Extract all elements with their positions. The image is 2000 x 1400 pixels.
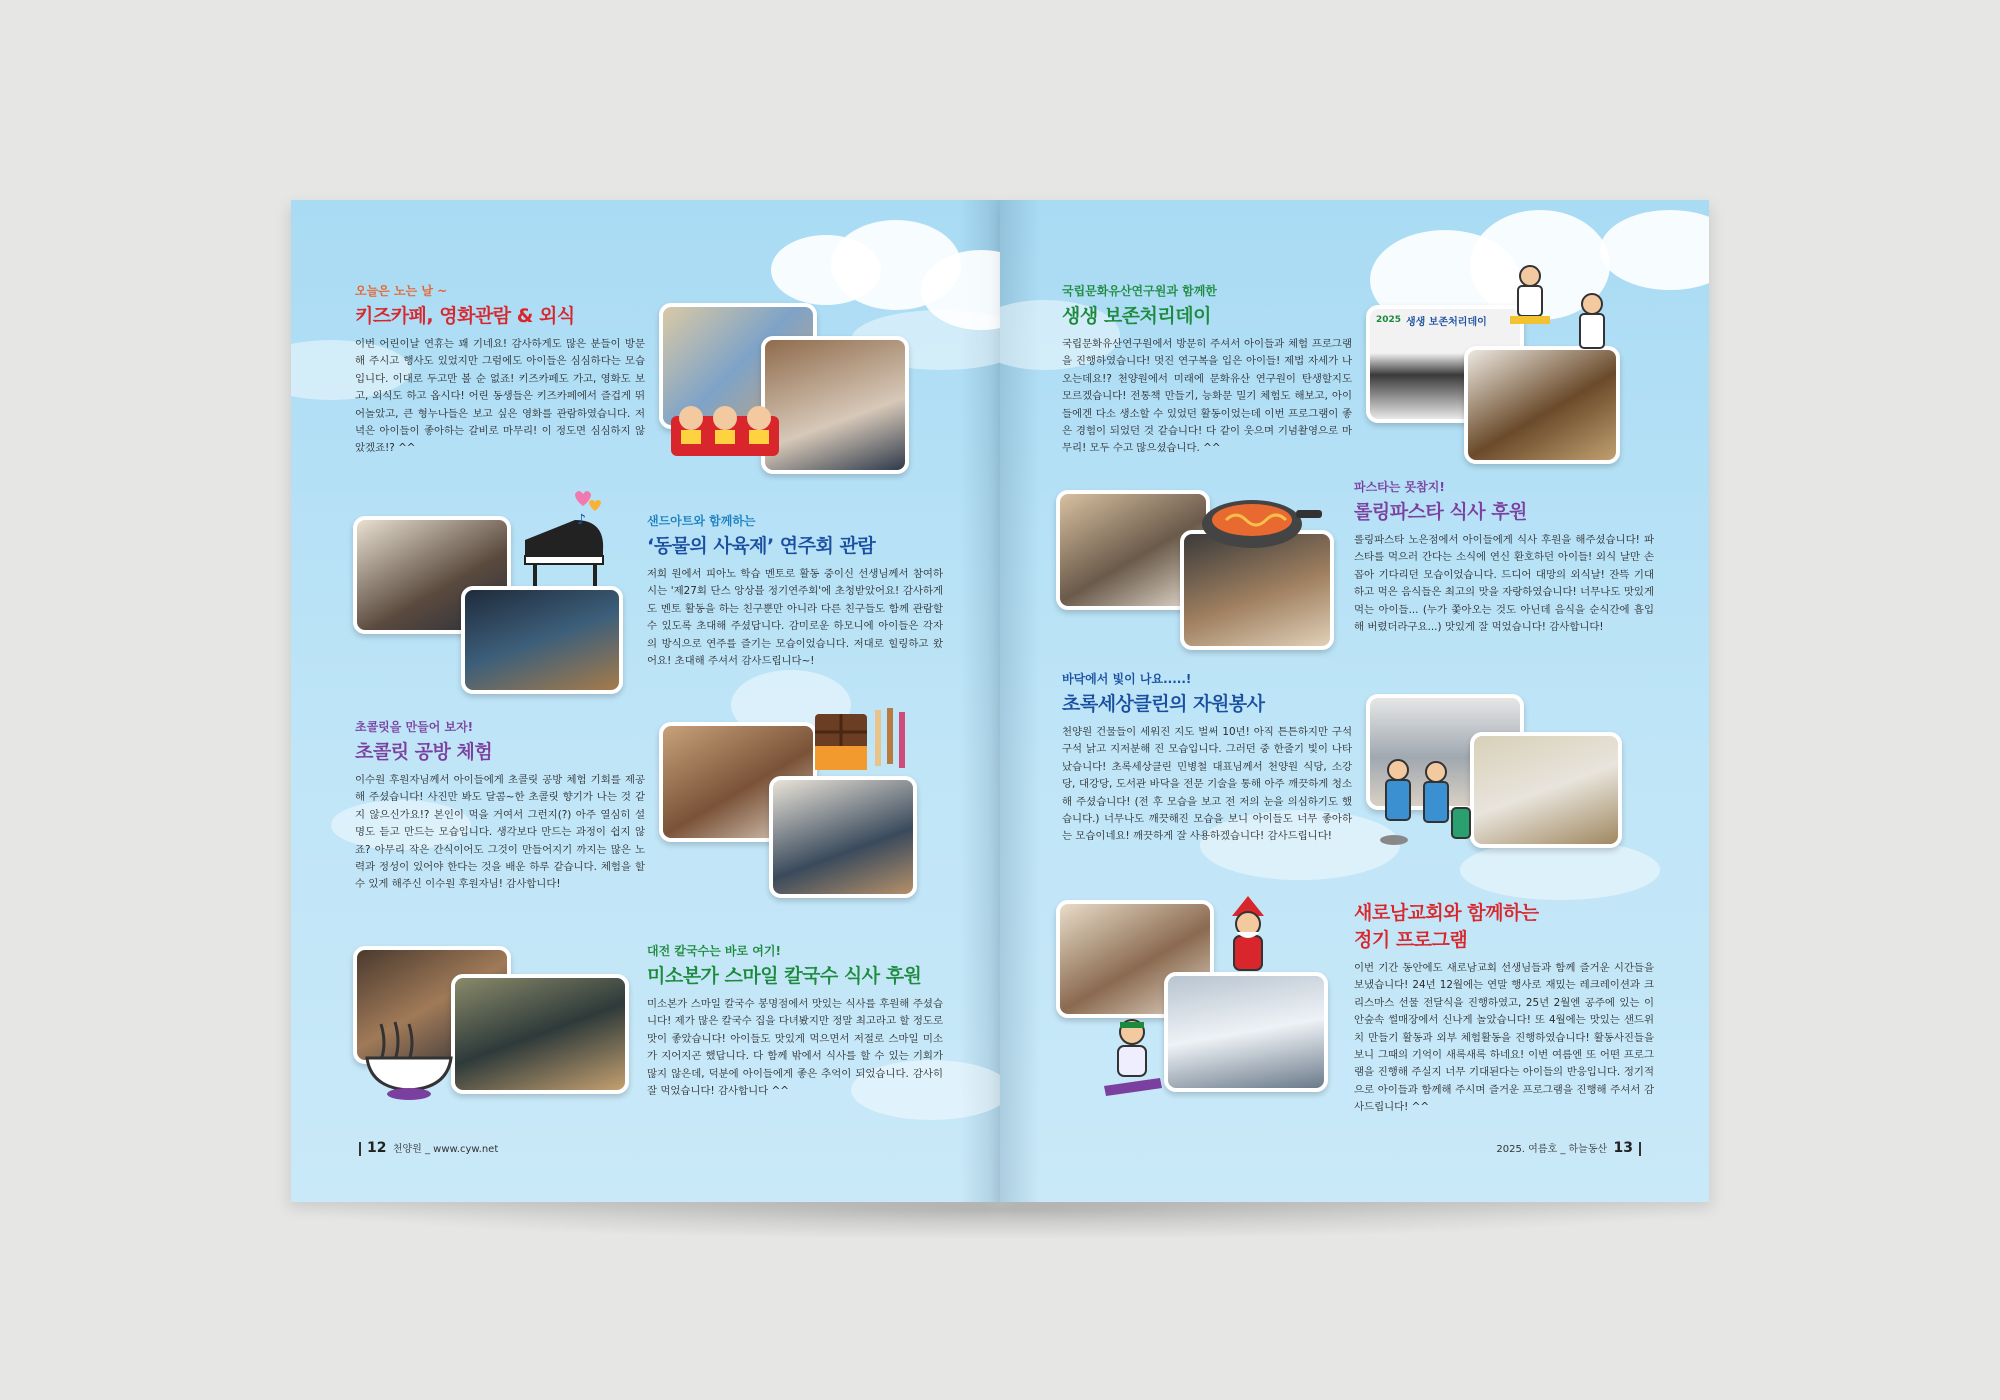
section-kalguksu: [647, 942, 943, 1100]
folio-bar: [1639, 1142, 1641, 1156]
photo-concert-stage: [461, 586, 623, 694]
photo-dinner: [761, 336, 909, 474]
folio-left: [353, 1140, 498, 1156]
noodle-bowl-icon: [361, 1020, 457, 1102]
section-body: 이번 기간 동안에도 새로남교회 선생님들과 함께 즐거운 시간들을 보냈습니다! 24년 12월에는 연말 행사로 재밌는 레크레이션과 크리스마스 선물 전달식을 진행하였고, 25년 2월엔 공주에 있는 이안숲속 썰매장에서 신나게 놀았습니다! 또 4월에는 맛있는 샌드위치 만들기 활동과 외부 체험활동을 진행하였습니다! 활동사진들을 보니 그때의 기억이 새록새록 하네요! 이번 여름엔 또 어떤 프로그램을 진행해 주실지 너무 기대된다는 아이들의 반응입니다. 정기적으로 아이들과 함께해 주시며 즐거운 프로그램을 진행해 주셔서 감사드립니다! ^^: [1354, 962, 1654, 1114]
folio-text: 2025. 여름호 _ 하늘동산: [1496, 1144, 1608, 1155]
music-note-hearts-icon: [567, 486, 607, 526]
folio-text: 천양원 _ www.cyw.net: [392, 1144, 499, 1155]
cinema-illustration-icon: [669, 396, 781, 456]
section-kicker: 바닥에서 빛이 나요.....!: [1062, 672, 1192, 686]
section-cleaning: [1062, 670, 1352, 846]
poster-title: 생생 보존처리데이: [1406, 317, 1487, 328]
section-title: ‘동물의 사육제’ 연주회 관람: [647, 535, 876, 557]
page-number: 12: [367, 1140, 387, 1156]
section-body: 롤링파스타 노은점에서 아이들에게 식사 후원을 해주셨습니다! 파스타를 먹으러 간다는 소식에 연신 환호하던 아이들! 외식 날만 손꼽아 기다리던 모습이었습니다. 드디어 대망의 외식날! 잔뜩 기대하고 먹은 음식들은 최고의 맛을 자랑하였습니다! 너무나도 맛있게 먹는 아이들... (누가 쫓아오는 것도 아닌데 음식을 순식간에 흡입해 버렸더라구요...) 맛있게 잘 먹었습니다! 감사합니다!: [1354, 534, 1654, 634]
section-kicker: 파스타는 못참지!: [1354, 480, 1445, 494]
cleaners-illustration-icon: [1374, 756, 1474, 848]
section-body: 천양원 건물들이 세워진 지도 벌써 10년! 아직 튼튼하지만 구석구석 낡고 지저분해 진 모습입니다. 그러던 중 한줄기 빛이 나타났습니다! 초록세상클린 민병철 대표님께서 천양원 식당, 소강당, 대강당, 도서관 바닥을 전문 기술을 통해 아주 깨끗하게 청소해 주셨습니다! (전 후 모습을 보고 전 저의 눈을 의심하기도 했습니다.) 너무나도 깨끗해진 모습을 보니 아이들도 너무 좋아하는 모습이네요! 깨끗하게 잘 사용하겠습니다! 감사드립니다!: [1062, 726, 1352, 843]
photo-cleaning-2: [1470, 732, 1622, 848]
pasta-pan-icon: [1196, 480, 1324, 556]
left-page: [291, 200, 1000, 1202]
section-chocolate: [355, 718, 645, 894]
section-title: 키즈카페, 영화관람 & 외식: [355, 305, 575, 327]
section-concert: [647, 512, 943, 670]
section-body: 미소본가 스마일 칼국수 봉명점에서 맛있는 식사를 후원해 주셨습니다! 제가 많은 칼국수 집을 다녀봤지만 정말 최고라고 할 정도로 맛이 좋았습니다! 아이들도 맛있게 먹으면서 저절로 스마일 미소가 지어지곤 했답니다. 다 함께 밖에서 식사를 할 수 있는 기회가 많지 않은데, 덕분에 아이들에게 좋은 추억이 되었습니다. 감사히 잘 먹었습니다! 감사합니다 ^^: [647, 998, 943, 1098]
section-title-line2: 정기 프로그램: [1354, 929, 1468, 951]
section-body: 이수원 후원자님께서 아이들에게 초콜릿 공방 체험 기회를 제공해 주셨습니다! 사진만 봐도 달콤~한 초콜릿 향기가 나는 것 같지 않으신가요!? 본인이 먹을 거여서 그런지(?) 아주 열심히 설명도 듣고 만드는 모습입니다. 생각보다 만드는 과정이 쉽지 않죠? 아무리 작은 간식이어도 그것이 만들어지기 까지는 많은 노력과 정성이 있어야 한다는 것을 배운 하루 같습니다. 체험을 할 수 있게 해주신 이수원 후원자님! 감사합니다!: [355, 774, 645, 891]
cloud: [1460, 840, 1660, 900]
section-kicker: 대전 칼국수는 바로 여기!: [647, 944, 781, 958]
santa-icon: [1218, 896, 1278, 980]
section-title: 초록세상클린의 자원봉사: [1062, 693, 1265, 715]
section-kicker: 초콜릿을 만들어 보자!: [355, 720, 474, 734]
section-kicker: 샌드아트와 함께하는: [647, 514, 756, 528]
chocolate-bar-icon: [811, 704, 911, 776]
researcher-characters-icon: [1500, 260, 1620, 356]
folio-right: [1496, 1140, 1647, 1156]
section-title: 롤링파스타 식사 후원: [1354, 501, 1527, 523]
section-body: 저희 원에서 피아노 학습 멘토로 활동 중이신 선생님께서 참여하시는 '제27회 단스 앙상블 정기연주회'에 초청받았어요! 감사하게도 멘토 활동을 하는 친구뿐만 아니라 다른 친구들도 함께 관람할 수 있도록 초대해 주셨답니다. 감미로운 하모니에 아이들은 각자의 방식으로 연주를 즐기는 모습이었습니다. 저대로 힐링하고 왔어요! 초대해 주셔서 감사드립니다~!: [647, 568, 943, 668]
svg-text:♪: ♪: [577, 512, 586, 526]
section-title: 새로남교회와 함께하는: [1354, 902, 1539, 924]
section-kids-cafe: [355, 282, 645, 458]
photo-kalguksu-2: [451, 974, 629, 1094]
folio-bar: [359, 1142, 361, 1156]
section-preservation-day: [1062, 282, 1352, 458]
section-title: 미소본가 스마일 칼국수 식사 후원: [647, 965, 922, 987]
page-number: 13: [1613, 1140, 1633, 1156]
photo-church-2: [1164, 972, 1328, 1092]
section-body: 국립문화유산연구원에서 방문히 주셔서 아이들과 체험 프로그램을 진행하였습니다! 멋진 연구복을 입은 아이들! 제법 자세가 나오는데요!? 천양원에서 미래에 문화유산 연구원이 탄생할지도 모르겠습니다! 전통책 만들기, 능화문 밀기 체험도 해보고, 아이들에겐 다소 생소할 수 있었던 활동이었는데 이번 프로그램이 좋은 경험이 되었던 것 같습니다! 다 같이 웃으며 기념촬영으로 마무리! 모두 수고 많으셨습니다. ^^: [1062, 338, 1352, 455]
section-title: 초콜릿 공방 체험: [355, 741, 493, 763]
sledding-kid-icon: [1098, 1016, 1168, 1102]
photo-preservation-work: [1464, 346, 1620, 464]
section-church: [1354, 898, 1654, 1117]
photo-chocolate-2: [769, 776, 917, 898]
section-kicker: 오늘은 노는 날 ~: [355, 284, 448, 298]
section-body: 이번 어린이날 연휴는 꽤 기네요! 감사하게도 많은 분들이 방문해 주시고 행사도 있었지만 그럼에도 아이들은 심심하다는 모습입니다. 이대로 두고만 볼 순 없죠! 키즈카페도 가고, 영화도 보고, 외식도 하고 옵시다! 어린 동생들은 키즈카페에서 즐겁게 뛰어놀았고, 큰 형누나들은 보고 싶은 영화를 관람하였습니다. 저녁은 아이들이 좋아하는 갈비로 마무리! 이 정도면 심심하지 않았겠죠!? ^^: [355, 338, 645, 455]
section-kicker: 국립문화유산연구원과 함께한: [1062, 284, 1217, 298]
magazine-spread: [291, 200, 1709, 1202]
section-pasta: [1354, 478, 1654, 636]
poster-year: 2025: [1376, 315, 1402, 325]
right-page: [1000, 200, 1709, 1202]
section-title: 생생 보존처리데이: [1062, 305, 1211, 327]
